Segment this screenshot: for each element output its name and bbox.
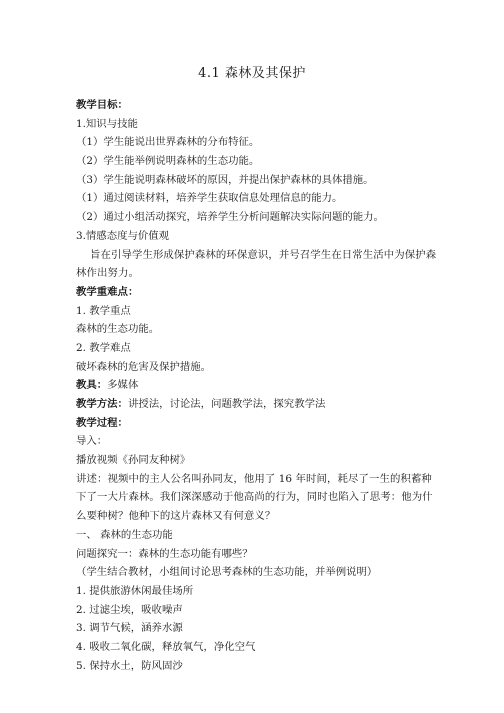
section-heading-ecological-function: 一、 森林的生态功能 xyxy=(76,528,173,541)
explain-paragraph: 讲述：视频中的主人公名叫孙同友，他用了 16 年时间，耗尽了一生的积蓄种下了一大片森林。我们深深感动于他高尚的行为，同时也陷入了思考：他为什么要种树？他种下的这片森林又有何意义？ xyxy=(76,472,433,523)
section-heading-key-points: 教学重难点： xyxy=(76,285,139,298)
text-line: （2）通过小组活动探究，培养学生分析问题解决实际问题的能力。 xyxy=(76,211,384,224)
methods-value: 讲授法，讨论法，问题教学法，探究教学法 xyxy=(127,398,326,411)
text-line: 破坏森林的危害及保护措施。 xyxy=(76,360,212,373)
methods-label: 教学方法： xyxy=(76,398,128,411)
tools-value: 多媒体 xyxy=(107,379,139,392)
text-line: 森林的生态功能。 xyxy=(76,323,160,336)
text-line: 1.知识与技能 xyxy=(76,117,138,130)
text-line: （2）学生能举例说明森林的生态功能。 xyxy=(76,155,260,168)
text-line: 播放视频《孙同友种树》 xyxy=(76,454,191,467)
text-line: 导入： xyxy=(76,435,108,448)
section-heading-process: 教学过程： xyxy=(76,416,128,429)
text-line: 3.情感态度与价值观 xyxy=(76,229,170,242)
list-item: 3. 调节气候，涵养水源 xyxy=(76,622,183,635)
text-line: （1）学生能说出世界森林的分布特征。 xyxy=(76,136,260,149)
tools-label: 教具： xyxy=(76,379,108,392)
values-paragraph: 旨在引导学生形成保护森林的环保意识，并号召学生在日常生活中为保护森林作出努力。 xyxy=(76,248,437,280)
page-title: 4.1 森林及其保护 xyxy=(198,66,306,81)
list-item: 5. 保持水土，防风固沙 xyxy=(76,659,183,672)
list-item: 2. 过滤尘埃，吸收噪声 xyxy=(76,603,183,616)
methods-line xyxy=(76,395,442,414)
list-item: 4. 吸收二氧化碳，释放氧气，净化空气 xyxy=(76,641,256,654)
section-heading-objectives: 教学目标： xyxy=(76,99,128,111)
list-item: 1. 提供旅游休闲最佳场所 xyxy=(76,584,194,597)
text-line: 问题探究一：森林的生态功能有哪些？ xyxy=(76,547,253,560)
text-line: （1）通过阅读材料，培养学生获取信息处理信息的能力。 xyxy=(76,192,343,205)
document-body xyxy=(76,96,442,675)
text-line: 1. 教学重点 xyxy=(76,304,131,317)
tools-line xyxy=(76,376,442,395)
text-line: 2. 教学难点 xyxy=(76,341,131,354)
text-line: （学生结合教材，小组间讨论思考森林的生态功能，并举例说明） xyxy=(76,566,378,579)
text-line: （3）学生能说明森林破坏的原因，并提出保护森林的具体措施。 xyxy=(76,173,374,186)
